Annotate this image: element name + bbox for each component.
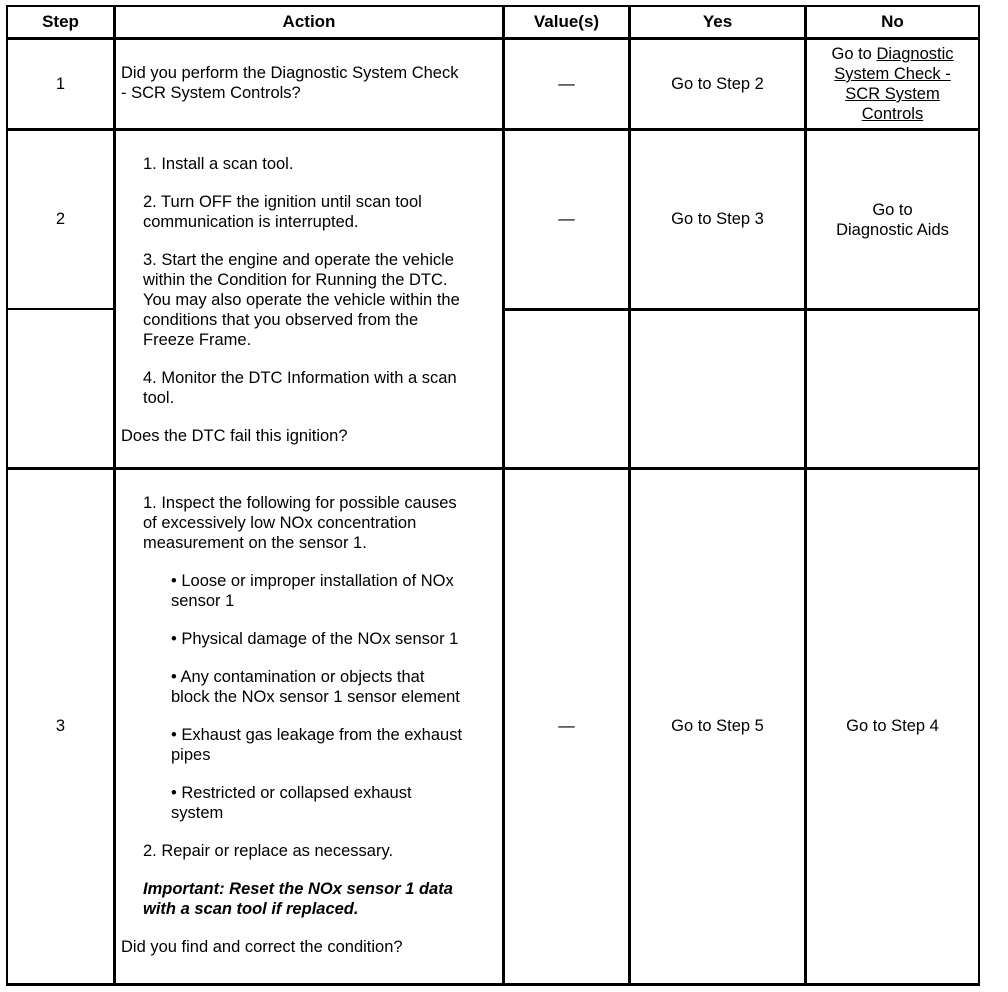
rule-row2-split-right	[503, 308, 980, 311]
row3-bullet3-line1: • Any contamination or objects that	[171, 668, 425, 686]
diagnostic-system-check-link-part2[interactable]: System Check -	[834, 65, 951, 83]
row2-no	[807, 131, 978, 308]
rule-bottom	[6, 983, 980, 986]
row2-action	[121, 154, 501, 446]
row3-bullet5-line2: system	[171, 804, 224, 822]
row3-item1-line2: of excessively low NOx concentration	[143, 514, 417, 532]
row2-no-line1: Go to	[872, 200, 913, 219]
header-step: Step	[42, 12, 79, 31]
row2-item3-line1: 3. Start the engine and operate the vehicle	[143, 251, 454, 269]
row2-item2-line2: communication is interrupted.	[143, 213, 359, 231]
row3-bullet5-line1: • Restricted or collapsed exhaust	[171, 784, 412, 802]
diagnostic-system-check-link-part3[interactable]: SCR System	[845, 85, 940, 103]
row2-question: Does the DTC fail this ignition?	[121, 427, 348, 445]
row1-no-prefix: Go to	[831, 45, 877, 63]
row1-no-line1	[807, 44, 978, 64]
header-no: No	[881, 12, 904, 31]
rule-right	[978, 5, 980, 986]
row2-item3-line4: conditions that you observed from the	[143, 311, 419, 329]
row3-value: —	[558, 717, 575, 735]
row2-item4-line1: 4. Monitor the DTC Information with a scan	[143, 369, 457, 387]
row3-important-line2: with a scan tool if replaced.	[143, 900, 359, 918]
row1-no	[807, 44, 978, 124]
header-yes: Yes	[702, 12, 733, 31]
row3-important-line1: Important: Reset the NOx sensor 1 data	[143, 880, 453, 898]
row2-item3-line5: Freeze Frame.	[143, 331, 252, 349]
row3-item2: 2. Repair or replace as necessary.	[143, 842, 394, 860]
rule-step-action	[113, 5, 116, 986]
row3-no: Go to Step 4	[846, 717, 939, 735]
row2-step: 2	[55, 210, 66, 228]
row2-item4-line2: tool.	[143, 389, 175, 407]
row1-action-line2: - SCR System Controls?	[121, 84, 301, 102]
row3-yes: Go to Step 5	[671, 717, 764, 735]
row3-action	[121, 493, 501, 957]
diagnostic-system-check-link-part1[interactable]: Diagnostic	[876, 45, 954, 63]
row1-action-line1: Did you perform the Diagnostic System Check	[121, 64, 459, 82]
row3-bullet1-line1: • Loose or improper installation of NOx	[171, 572, 454, 590]
rule-row2-split-left	[6, 308, 114, 310]
header-action: Action	[282, 12, 336, 31]
row1-value: —	[558, 74, 575, 93]
row2-item2-line1: 2. Turn OFF the ignition until scan tool	[143, 193, 422, 211]
row3-item1-line1: 1. Inspect the following for possible causes	[143, 494, 457, 512]
row2-item3-line2: within the Condition for Running the DTC.	[143, 271, 448, 289]
header-values: Value(s)	[533, 12, 600, 31]
row3-bullet3-line2: block the NOx sensor 1 sensor element	[171, 688, 460, 706]
row2-yes: Go to Step 3	[671, 210, 764, 228]
row3-bullet2: • Physical damage of the NOx sensor 1	[171, 630, 459, 648]
row2-value: —	[558, 210, 575, 228]
row3-bullet4-line1: • Exhaust gas leakage from the exhaust	[171, 726, 463, 744]
row1-action	[121, 63, 501, 103]
row3-question: Did you find and correct the condition?	[121, 938, 403, 956]
row3-bullet4-line2: pipes	[171, 746, 211, 764]
row3-step: 3	[55, 717, 66, 735]
row2-item3-line3: You may also operate the vehicle within the	[143, 291, 460, 309]
row3-item1-line3: measurement on the sensor 1.	[143, 534, 367, 552]
row2-item1: 1. Install a scan tool.	[143, 155, 294, 173]
row1-step: 1	[55, 74, 66, 93]
diagnostic-system-check-link-part4[interactable]: Controls	[861, 105, 924, 123]
row1-yes: Go to Step 2	[671, 74, 764, 93]
rule-header-bottom	[6, 37, 980, 40]
row2-no-line2: Diagnostic Aids	[836, 220, 949, 239]
row3-bullet1-line2: sensor 1	[171, 592, 235, 610]
